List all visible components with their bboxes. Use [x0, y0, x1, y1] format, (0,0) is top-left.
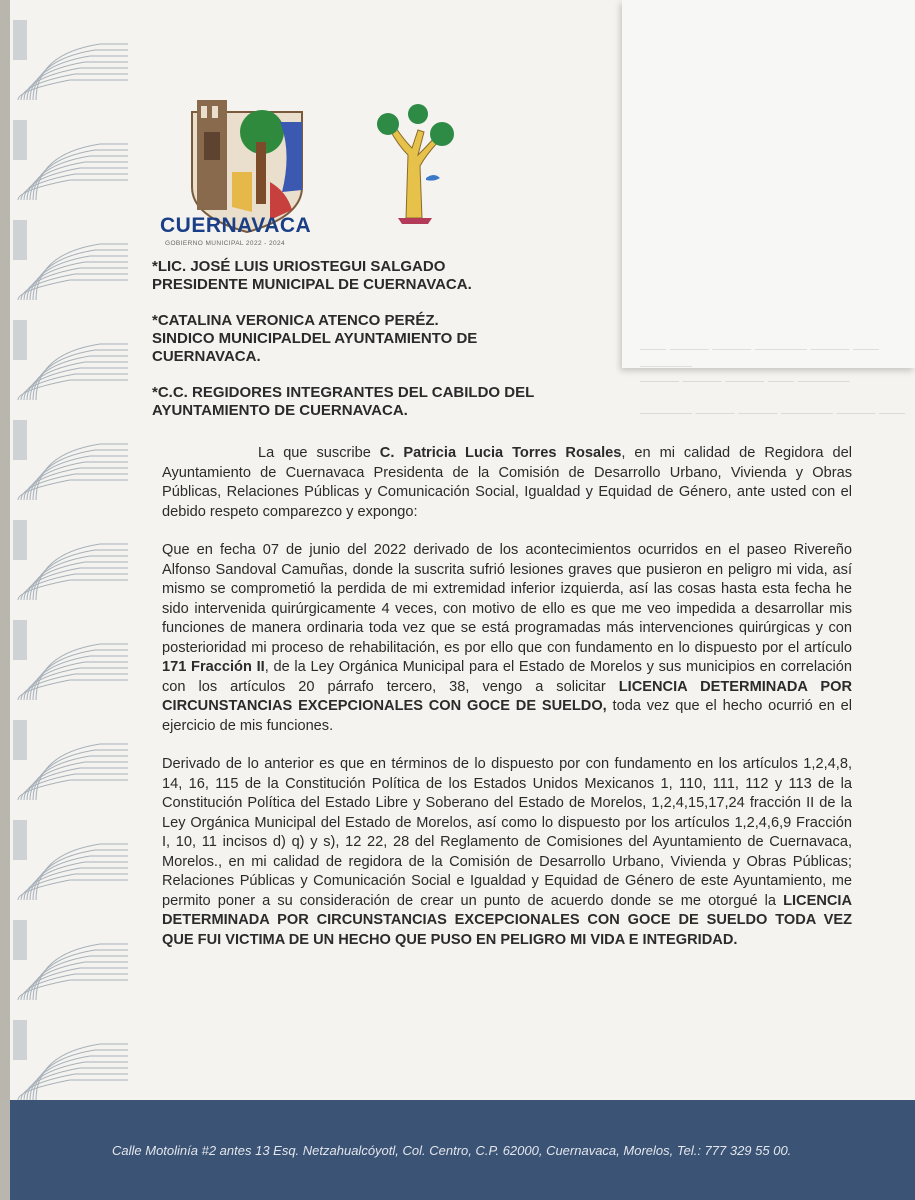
paragraph-request: Derivado de lo anterior es que en términos de lo dispuesto por con fundamento en los artículos 1,2,4,8, 14, 16, 115 de la Constitución Política de los Estados Unidos Mexicanos 1, 110, 111, 112 y 113 de la Constitución Política del Estado Libre y Soberano del Estado de Morelos, 1,2,4,15,17,24 fracción II de la Ley Orgánica Municipal del Estado de Morelos, así como lo dispuesto por los artículos 1,2,4,6,9 Fracción I, 10, 11 incisos d) q) y s), 12 22, 28 del Reglamento de Comisiones del Ayuntamiento de Cuernavaca, Morelos., en mi calidad de regidora de la Comisión de Desarrollo Urbano, Vivienda y Obras Públicas; Relaciones Públicas y Comunicación Social e Igualdad y Equidad de Género de este Ayuntamiento, me permito poner a su consideración de crear un punto de acuerdo donde se me otorgué la LICENCIA DETERMINADA POR CIRCUNSTANCIAS EXCEPCIONALES CON GOCE DE SUELDO TODA VEZ QUE FUI VICTIMA DE UN HECHO QUE PUSO EN PELIGRO MI VIDA E INTEGRIDAD. — [162, 756, 852, 948]
logo-subtitle: GOBIERNO MUNICIPAL 2022 - 2024 — [165, 240, 286, 247]
bleed-through-text: —— ——— ——— ———— ——— —— ———— — [640, 341, 880, 373]
footer-bar — [10, 1100, 915, 1200]
paragraph-intro: La que suscribe C. Patricia Lucia Torres Rosales, en mi calidad de Regidora del Ayuntamiento de Cuernavaca Presidenta de la Comisión de Desarrollo Urbano, Vivienda y Obras Públicas, Relaciones Públicas y Comunicación Social, Igualdad y Equidad de Género, ante usted con el debido respeto comparezco y expongo: — [162, 445, 852, 520]
logo-wordmark: CUERNAVACA — [160, 214, 312, 237]
footer-address: Calle Motolinía #2 antes 13 Esq. Netzahualcóyotl, Col. Centro, C.P. 62000, Cuernavaca, Morelos, Tel.: 777 329 55 00. — [112, 1143, 792, 1158]
paragraph-facts: Que en fecha 07 de junio del 2022 derivado de los acontecimientos ocurridos en el paseo Rivereño Alfonso Sandoval Camuñas, donde la suscrita sufrió lesiones graves que pusieron en peligro mi vida, así mismo se comprometió la perdida de mi extremidad inferior izquierda, así las cosas hasta esta fecha he sido intervenida quirúrgicamente 4 veces, con motivo de ello es que me veo impedida a desarrollar mis funciones de manera ordinaria toda vez que se está programadas más intervenciones quirúrgicas y con posterioridad mi proceso de rehabilitación, es por ello que con fundamento en lo dispuesto por el artículo 171 Fracción II, de la Ley Orgánica Municipal para el Estado de Morelos y sus municipios en correlación con los artículos 20 párrafo tercero, 38, vengo a solicitar LICENCIA DETERMINADA POR CIRCUNSTANCIAS EXCEPCIONALES CON GOCE DE SUELDO, toda vez que el hecho ocurrió en el ejercicio de mis funciones. — [162, 542, 852, 734]
addressee-president: *LIC. JOSÉ LUIS URIOSTEGUI SALGADO PRESIDENTE MUNICIPAL DE CUERNAVACA. — [152, 258, 472, 293]
overlapping-sheet — [622, 0, 915, 368]
addressee-block — [152, 258, 622, 438]
bleed-through-text: ——— ——— ——— —— ———— — [640, 373, 850, 388]
addressee-regidores: *C.C. REGIDORES INTEGRANTES DEL CABILDO DEL AYUNTAMIENTO DE CUERNAVACA. — [152, 384, 535, 419]
tree-glyph-icon — [368, 100, 458, 225]
bleed-through-text: ———— ——— ——— ———— ——— —— — [640, 405, 906, 420]
addressee-sindico: *CATALINA VERONICA ATENCO PERÉZ. SINDICO MUNICIPALDEL AYUNTAMIENTO DE CUERNAVACA. — [152, 312, 478, 365]
letter-body — [162, 444, 852, 969]
decorative-border-pattern — [10, 0, 128, 1100]
